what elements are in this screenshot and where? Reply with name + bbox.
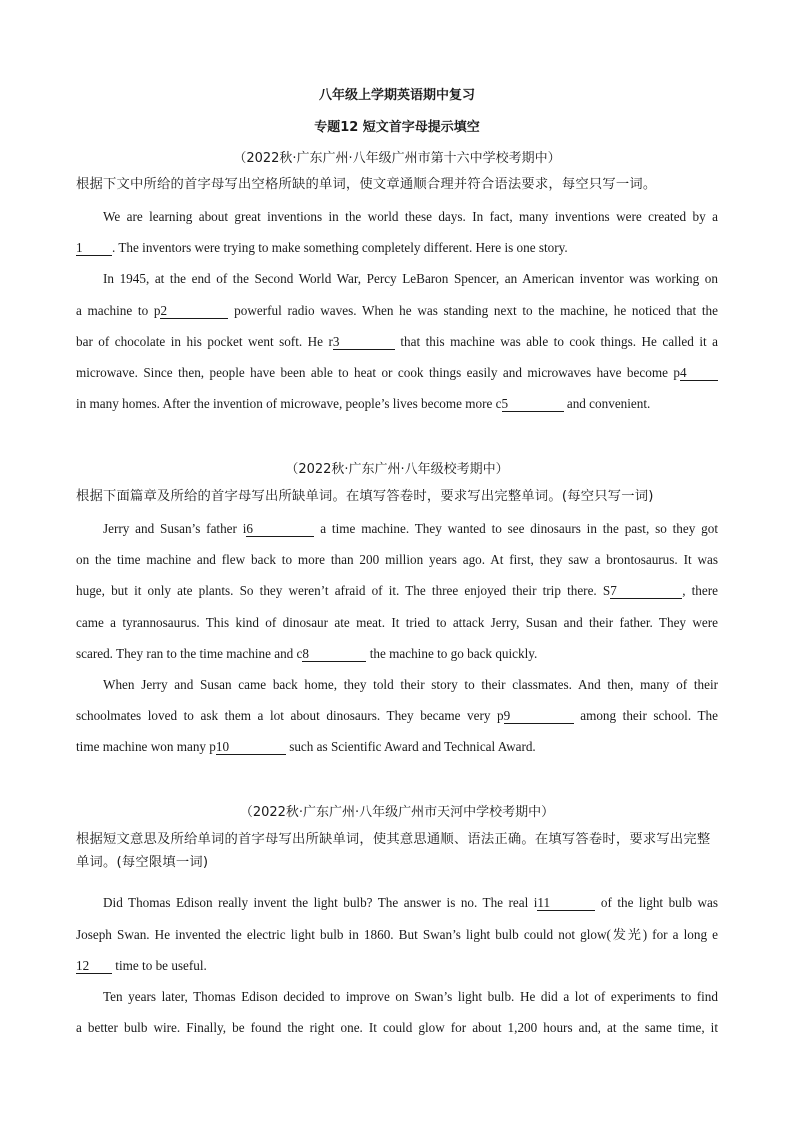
passage2-line: Jerry and Susan’s father i6 a time machine. They wanted to see dinosaurs in the past, so they got bbox=[103, 521, 718, 536]
passage3-line: 12 time to be useful. bbox=[76, 958, 207, 973]
topic-title: 专题12 短文首字母提示填空 bbox=[314, 120, 480, 135]
passage3-instruction: 根据短文意思及所给单词的首字母写出所缺单词，使其意思通顺、语法正确。在填写答卷时，要求写出完整单词。(每空限填一词) bbox=[76, 832, 711, 870]
passage3-line: Did Thomas Edison really invent the light bulb? The answer is no. The real i11 of the light bulb was bbox=[103, 895, 718, 910]
passage3-source: （2022秋·广东广州·八年级广州市天河中学校考期中） bbox=[239, 805, 555, 820]
answer-blank-10[interactable]: 10 bbox=[216, 740, 286, 755]
passage2-line: scared. They ran to the time machine and c8 the machine to go back quickly. bbox=[76, 646, 538, 661]
passage1-line: We are learning about great inventions in the world these days. In fact, many inventions were created by a bbox=[103, 209, 718, 224]
passage2-instruction: 根据下面篇章及所给的首字母写出所缺单词。在填写答卷时，要求写出完整单词。(每空只写一词) bbox=[76, 489, 654, 504]
answer-blank-8[interactable]: 8 bbox=[302, 647, 366, 662]
answer-blank-5[interactable]: 5 bbox=[502, 397, 564, 412]
passage1-instruction: 根据下文中所给的首字母写出空格所缺的单词，使文章通顺合理并符合语法要求，每空只写一词。 bbox=[76, 177, 657, 192]
passage1-line: in many homes. After the invention of microwave, people’s lives become more c5 and convenient. bbox=[76, 396, 651, 411]
passage2-source: （2022秋·广东广州·八年级校考期中） bbox=[285, 462, 509, 477]
passage1-line: In 1945, at the end of the Second World War, Percy LeBaron Spencer, an American inventor was working on bbox=[103, 271, 718, 286]
passage2-line: on the time machine and flew back to more than 200 million years ago. At first, they saw a brontosaurus. It was bbox=[76, 552, 718, 567]
passage3-line: a better bulb wire. Finally, be found the right one. It could glow for about 1,200 hours and, at the same time, it bbox=[76, 1020, 718, 1035]
answer-blank-12[interactable]: 12 bbox=[76, 959, 112, 974]
answer-blank-4[interactable]: 4 bbox=[680, 366, 718, 381]
passage1-line: 1 . The inventors were trying to make something completely different. Here is one story. bbox=[76, 240, 568, 255]
answer-blank-1[interactable]: 1 bbox=[76, 241, 112, 256]
passage3-line: Ten years later, Thomas Edison decided to improve on Swan’s light bulb. He did a lot of experiments to find bbox=[103, 989, 718, 1004]
answer-blank-2[interactable]: 2 bbox=[160, 304, 228, 319]
passage3-line: Joseph Swan. He invented the electric light bulb in 1860. But Swan’s light bulb could not glow(发光) for a long e bbox=[76, 927, 718, 942]
passage1-line: bar of chocolate in his pocket went soft. He r3 that this machine was able to cook things. He called it a bbox=[76, 334, 718, 349]
passage2-line: When Jerry and Susan came back home, they told their story to their classmates. And then, many of their bbox=[103, 677, 718, 692]
answer-blank-11[interactable]: 11 bbox=[537, 896, 595, 911]
passage1-line: a machine to p2 powerful radio waves. When he was standing next to the machine, he noticed that the bbox=[76, 303, 719, 318]
document-title: 八年级上学期英语期中复习 bbox=[318, 88, 475, 103]
answer-blank-6[interactable]: 6 bbox=[246, 522, 314, 537]
passage2-line: came a tyrannosaurus. This kind of dinosaur ate meat. It tried to attack Jerry, Susan and their father. They were bbox=[76, 615, 718, 630]
answer-blank-7[interactable]: 7 bbox=[610, 584, 682, 599]
passage1-line: microwave. Since then, people have been able to heat or cook things easily and microwaves have become p4 bbox=[76, 364, 718, 382]
passage1-source: （2022秋·广东广州·八年级广州市第十六中学校考期中） bbox=[233, 151, 561, 166]
passage2-line: schoolmates loved to ask them a lot about dinosaurs. They became very p9 among their school. The bbox=[76, 708, 718, 723]
answer-blank-9[interactable]: 9 bbox=[504, 709, 574, 724]
passage2-line: time machine won many p10 such as Scientific Award and Technical Award. bbox=[76, 739, 536, 754]
passage2-line: huge, but it only ate plants. So they weren’t afraid of it. The three enjoyed their trip there. S7 , there bbox=[76, 583, 719, 598]
answer-blank-3[interactable]: 3 bbox=[333, 335, 395, 350]
